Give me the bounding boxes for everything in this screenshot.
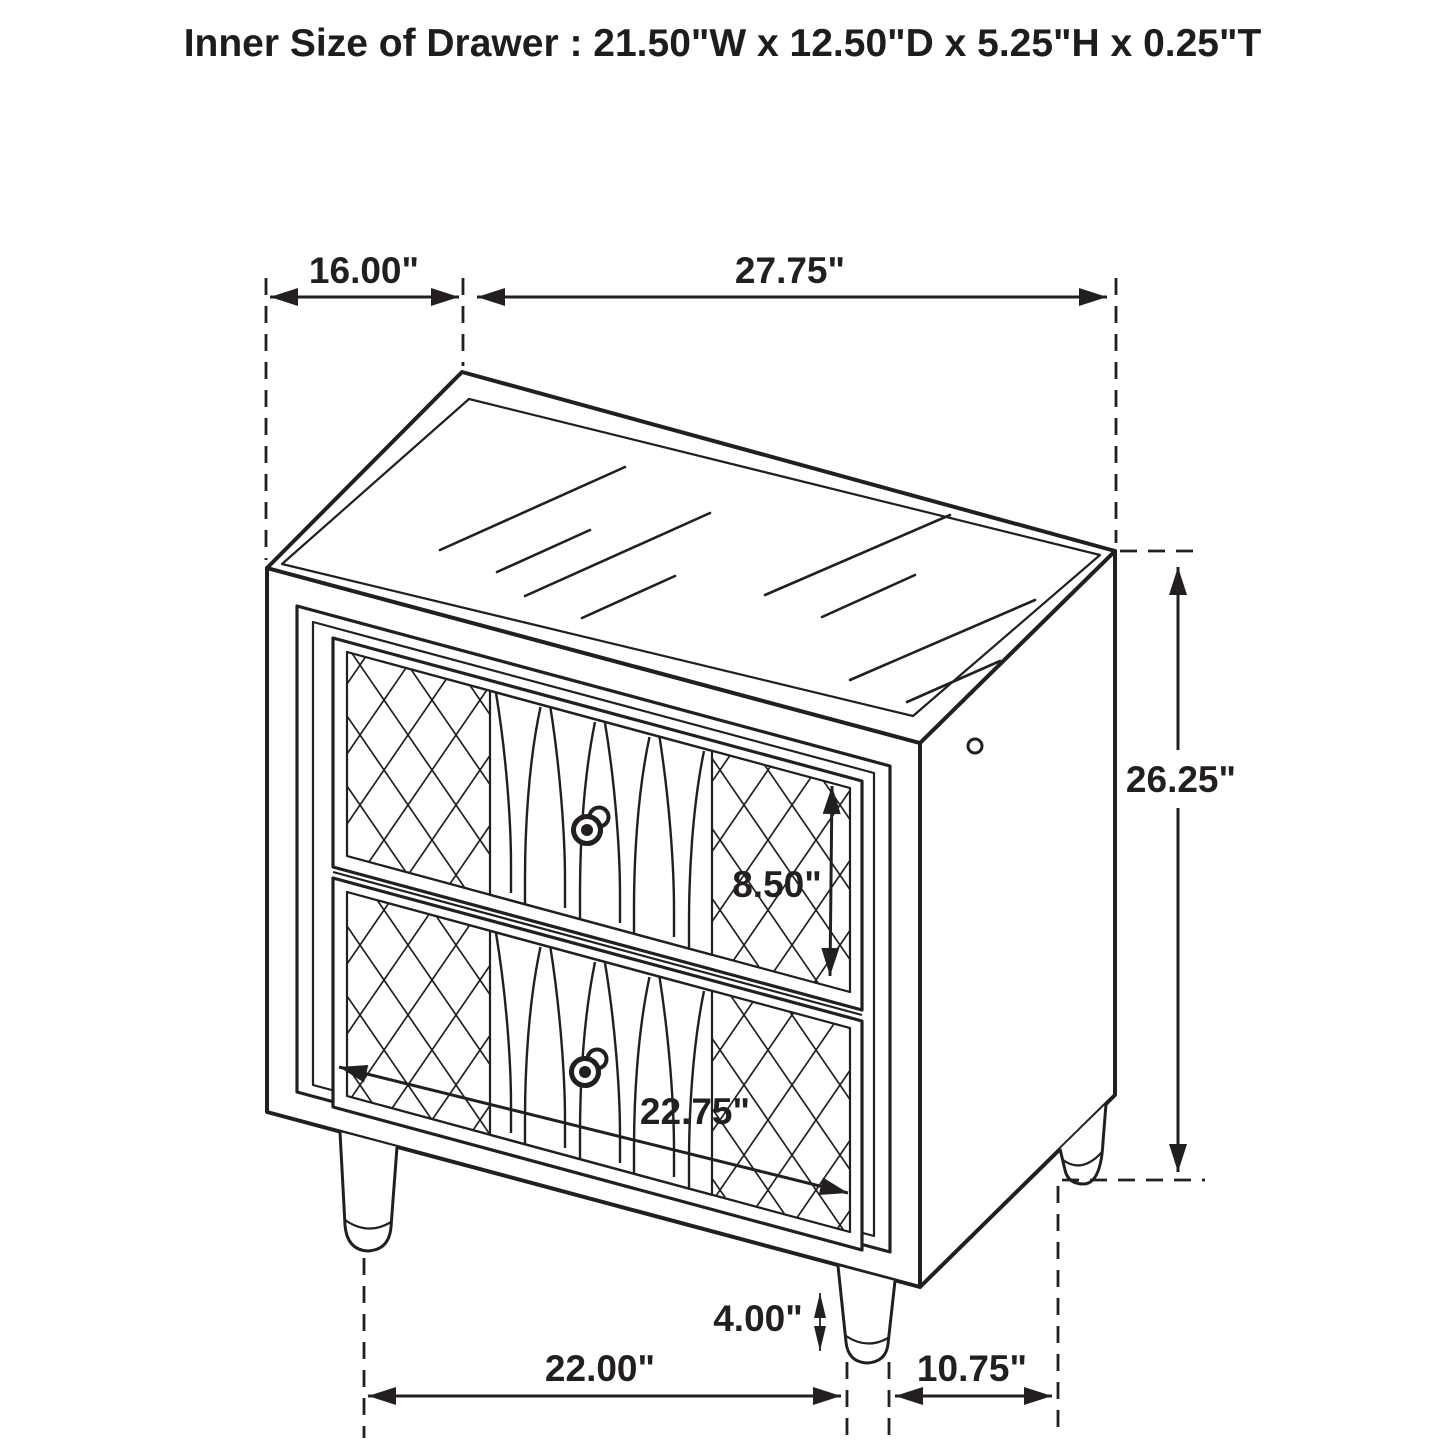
dimension-label-overall-height: 26.25" [1125, 759, 1237, 800]
dimension-label-drawer-front-height: 8.50" [732, 864, 822, 905]
dimension-label-top-front-width: 27.75" [734, 250, 846, 291]
page-title: Inner Size of Drawer : 21.50"W x 12.50"D x 5.25"H x 0.25"T [183, 22, 1262, 65]
side-peg-hole [968, 739, 982, 753]
dimension-label-leg-height: 4.00" [713, 1298, 803, 1339]
dimension-front-leg-spacing [364, 1258, 847, 1438]
leg-front-right [838, 1266, 895, 1363]
drawer-upper-lattice-left [347, 652, 490, 895]
dimension-label-front-leg-spacing: 22.00" [544, 1348, 656, 1389]
dimension-label-side-leg-spacing: 10.75" [916, 1348, 1028, 1389]
leg-front-left [340, 1132, 397, 1251]
dimension-label-top-side-depth: 16.00" [308, 250, 420, 291]
dimension-leg-height [713, 1293, 820, 1351]
dimension-label-drawer-front-width: 22.75" [639, 1091, 751, 1132]
cabinet [267, 372, 1115, 1363]
